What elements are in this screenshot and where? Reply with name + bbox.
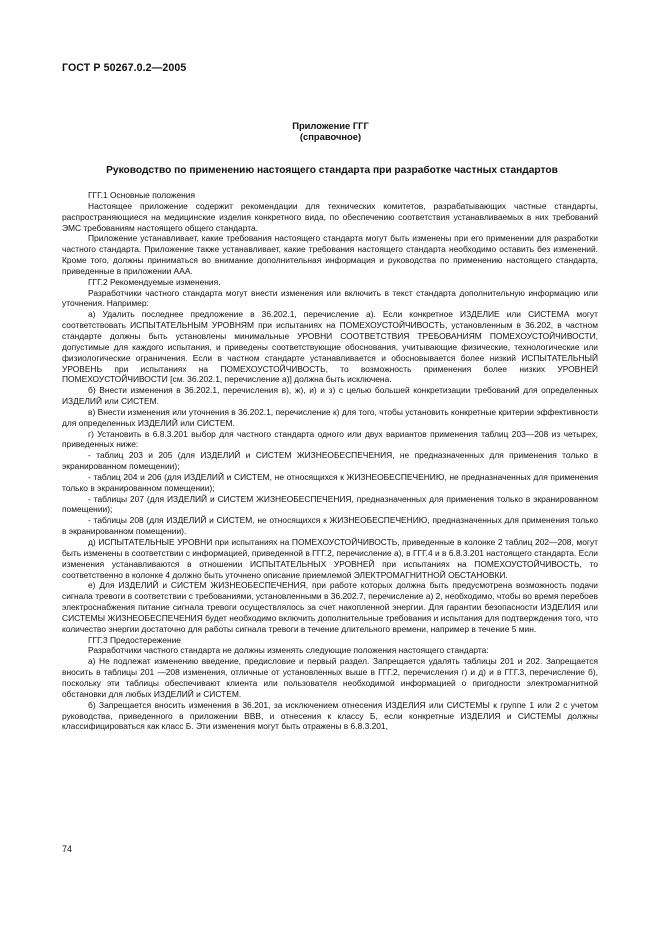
section-heading: ГГГ.2 Рекомендуемые изменения.	[88, 276, 221, 287]
list-item: б) Внести изменения в 36.202.1, перечисления в), ж), и) и з) с целью большей конкретизации требований для определенных ИЗДЕЛИЙ или СИСТЕМ.	[62, 385, 598, 407]
list-item: а) Удалить последнее предложение в 36.202.1, перечисление а). Если конкретное ИЗДЕЛИЕ или СИСТЕМА могут соответствовать ИСПЫТАТЕЛЬНЫМ УРОВНЯМ при испытаниях на ПОМЕХОУСТОЙЧИВОСТЬ, установленным в 36.202, в частном стандарте должны быть установлены минимальные УРОВНИ СООТВЕТСТВИЯ ТРЕБОВАНИЯМ ПОМЕХОУСТОЙЧИВОСТИ, допустимые для каждого испытания, и приведены соответствующие обоснования, учитывающие физические, технологические или физиологические ограничения. Если в частном стандарте устанавливается и обосновывается более низкий ИСПЫТАТЕЛЬНЫЙ УРОВЕНЬ при испытаниях на ПОМЕХОУСТОЙЧИВОСТЬ, то возможность применения более низких УРОВНЕЙ ПОМЕХОУСТОЙЧИВОСТИ [см. 36.202.1, перечисление а)] должна быть исключена.	[62, 309, 598, 385]
appendix-label: Приложение ГГГ	[292, 120, 369, 131]
sub-list-item: - таблицы 207 (для ИЗДЕЛИЙ и СИСТЕМ ЖИЗНЕОБЕСПЕЧЕНИЯ, предназначенных для применения только в экранированном помещении);	[62, 493, 598, 515]
body-text	[62, 190, 598, 732]
sub-list-item: - таблиц 203 и 205 (для ИЗДЕЛИЙ и СИСТЕМ ЖИЗНЕОБЕСПЕЧЕНИЯ, не предназначенных для применения только в экранированном помещении);	[62, 450, 598, 472]
list-item: а) Не подлежат изменению введение, предисловие и первый раздел. Запрещается удалять таблицы 201 и 202. Запрещается вносить в таблицы 201 —208 изменения, отличные от установленных выше в ГГГ.2, перечисления г) и д) и в ГГГ.3, перечисление б), поскольку эти таблицы обеспечивают клиента или пользователя необходимой информацией о пригодности электромагнитной обстановки для любых ИЗДЕЛИЙ и СИСТЕМ.	[62, 656, 598, 699]
list-item: д) ИСПЫТАТЕЛЬНЫЕ УРОВНИ при испытаниях на ПОМЕХОУСТОЙЧИВОСТЬ, приведенные в колонке 2 таблиц 202—208, могут быть изменены в соответствии с информацией, приведенной в ГГГ.2, перечисление а), в ГГГ.4 и в 6.8.3.201 настоящего стандарта. Если изменения устанавливаются в отношении ИСПЫТАТЕЛЬНЫХ УРОВНЕЙ при испытаниях на ПОМЕХОУСТОЙЧИВОСТЬ, то соответственно в колонке 4 должно быть уточнено описание приемлемой ЭЛЕКТРОМАГНИТНОЙ ОБСТАНОВКИ.	[62, 537, 598, 580]
paragraph: Разработчики частного стандарта могут внести изменения или включить в текст стандарта дополнительную информацию или уточнения. Например:	[62, 287, 598, 309]
sub-list-item: - таблиц 204 и 206 (для ИЗДЕЛИЙ и СИСТЕМ, не относящихся к ЖИЗНЕОБЕСПЕЧЕНИЮ, не предназначенных для применения только в экранированном помещении);	[62, 471, 598, 493]
list-item: е) Для ИЗДЕЛИЙ и СИСТЕМ ЖИЗНЕОБЕСПЕЧЕНИЯ, при работе которых должна быть предусмотрена возможность подачи сигнала тревоги в соответствии с требованиями, установленными в 36.202.7, перечисление а) 2, необходимо, чтобы во время перебоев электроснабжения питание сигнала тревоги осуществлялось за счет накопленной энергии. Для гарантии безопасности ИЗДЕЛИЯ или СИСТЕМЫ ЖИЗНЕОБЕСПЕЧЕНИЯ будет необходимо включить дополнительные требования и испытания для подтверждения того, что количество энергии достаточно для работы сигнала тревоги в течение длительного времени, например в течение 5 мин.	[62, 580, 598, 634]
list-item: б) Запрещается вносить изменения в 36.201, за исключением отнесения ИЗДЕЛИЯ или СИСТЕМЫ к группе 1 или 2 с учетом руководства, приведенного в приложении ВВВ, и отнесения к классу Б, если конкретные ИЗДЕЛИЯ и СИСТЕМЫ должны классифицироваться как класс Б. Эти изменения могут быть отражены в 6.8.3.201,	[62, 699, 598, 732]
section-heading: ГГГ.1 Основные положения	[88, 190, 196, 200]
page-number: 74	[62, 844, 73, 854]
list-item: г) Установить в 6.8.3.201 выбор для частного стандарта одного или двух вариантов применения таблиц 203—208 из четырех, приведенных ниже:	[62, 428, 598, 450]
appendix-note: (справочное)	[299, 131, 362, 142]
document-id: ГОСТ Р 50267.0.2—2005	[62, 62, 187, 74]
sub-list-item: - таблицы 208 (для ИЗДЕЛИЙ и СИСТЕМ, не относящихся к ЖИЗНЕОБЕСПЕЧЕНИЮ, предназначенных для применения только в экранированном помещении).	[62, 515, 598, 537]
section-heading: ГГГ.3 Предостережение	[88, 634, 181, 645]
list-item: в) Внести изменения или уточнения в 36.202.1, перечисление к) для того, чтобы установить конкретные критерии эффективности для определенных ИЗДЕЛИЙ или СИСТЕМ.	[62, 406, 598, 428]
paragraph: Настоящее приложение содержит рекомендации для технических комитетов, разрабатывающих частные стандарты, распространяющиеся на медицинские изделия конкретного вида, по обеспечению соответствия устанавливаемых в них требований ЭМС требованиям настоящего общего стандарта.	[62, 200, 598, 233]
paragraph: Приложение устанавливает, какие требования настоящего стандарта могут быть изменены при его применении для разработки частного стандарта. Приложение также устанавливает, какие требования настоящего стандарта необходимо оставить без изменений. Кроме того, должны приниматься во внимание дополнительная информация и руководства по применению настоящего стандарта, приведенные в приложении ААА.	[62, 233, 598, 276]
appendix-title: Руководство по применению настоящего стандарта при разработке частных стандартов	[106, 165, 558, 176]
paragraph: Разработчики частного стандарта не должны изменять следующие положения настоящего стандарта:	[88, 645, 489, 656]
